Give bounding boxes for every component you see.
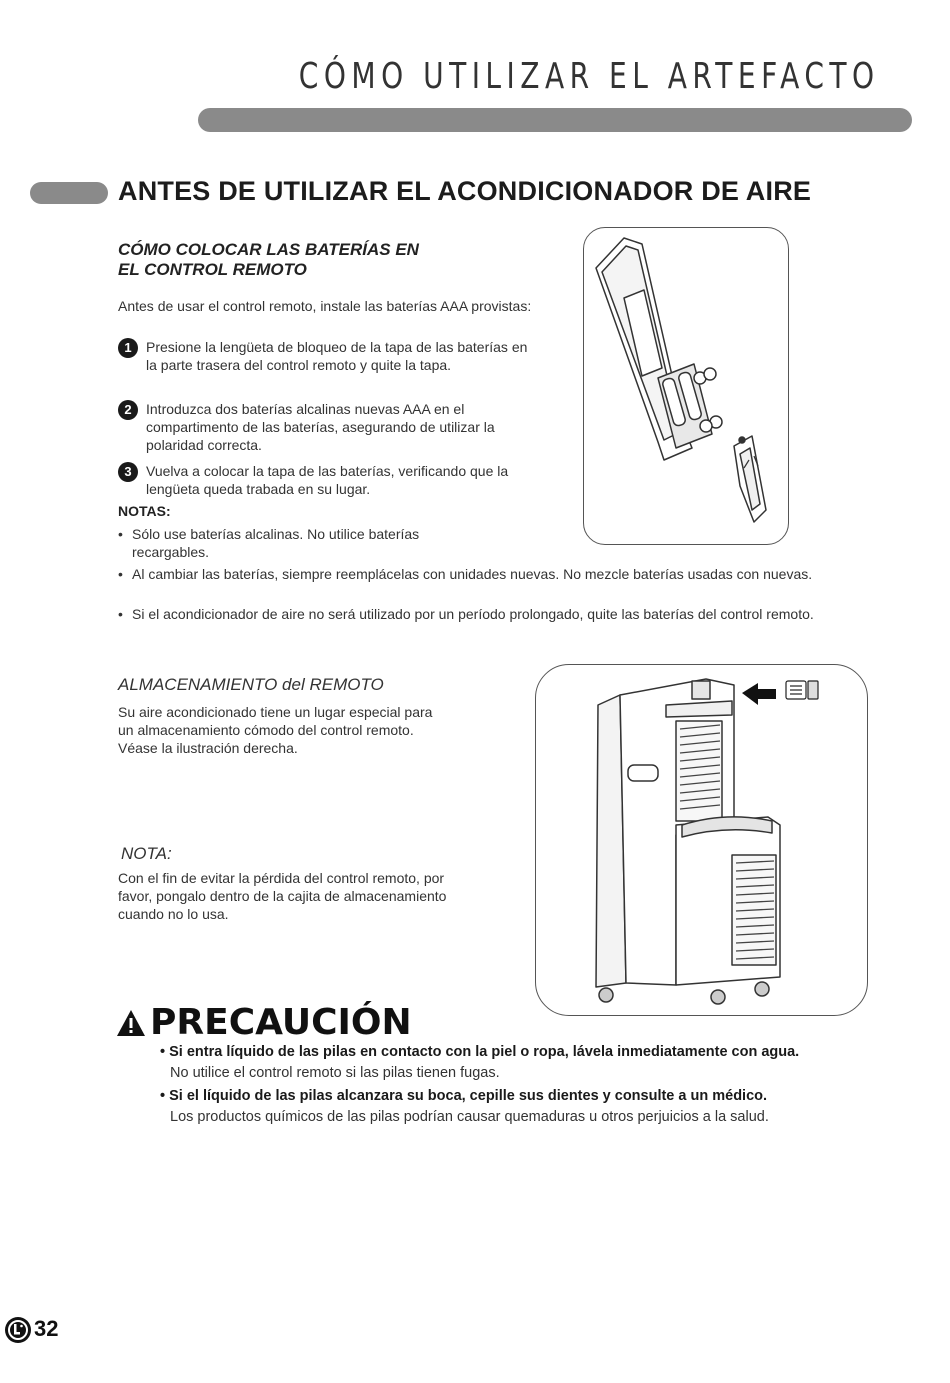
caution-item [160,1086,880,1128]
note-text: Si el acondicionador de aire no será utilizado por un período prolongado, quite las baterías del control remoto. [132,606,814,622]
caution-item-plain: Los productos químicos de las pilas podrían causar quemaduras u otros perjuicios a la salud. [170,1109,769,1125]
caution-item-bold: • Si entra líquido de las pilas en contacto con la piel o ropa, lávela inmediatamente con agua. [160,1044,800,1060]
step-text: Introduzca dos baterías alcalinas nuevas AAA en el compartimento de las baterías, asegurando de utilizar la polaridad correcta. [146,401,495,453]
storage-text-line2: Véase la ilustración derecha. [118,740,298,756]
caution-item-bold-text: Si el líquido de las pilas alcanzara su boca, cepille sus dientes y consulte a un médico. [169,1088,768,1104]
warning-triangle-icon [115,1008,147,1038]
batteries-heading [118,240,478,280]
nota-text: Con el fin de evitar la pérdida del control remoto, por favor, pongalo dentro de la cajita de almacenamiento cuando no lo usa. [118,870,447,922]
remote-battery-illustration [583,227,789,545]
step-number-badge: 2 [118,400,138,420]
section-title: ANTES DE UTILIZAR EL ACONDICIONADOR DE AIRE [118,176,812,206]
step-number-badge: 3 [118,462,138,482]
remote-control-icon [584,228,788,544]
caution-item-bold-text: Si entra líquido de las pilas en contacto con la piel o ropa, lávela inmediatamente con agua. [169,1044,800,1060]
caution-item [160,1042,880,1084]
step-number-badge: 1 [118,338,138,358]
page-number: 32 [34,1316,59,1341]
small-remote-icon [786,681,818,699]
bullet-icon: • [118,566,123,582]
header-divider-bar [198,108,912,132]
nota-heading: NOTA: [121,844,172,863]
step-text: Presione la lengüeta de bloqueo de la tapa de las baterías en la parte trasera del control remoto y quite la tapa. [146,339,528,373]
air-conditioner-icon [536,665,867,1015]
batteries-heading-line2: EL CONTROL REMOTO [118,260,307,279]
batteries-intro: Antes de usar el control remoto, instale las baterías AAA provistas: [118,298,532,314]
caution-title [115,1002,412,1043]
lg-logo-icon [4,1316,32,1349]
arrow-left-icon [742,683,776,705]
chapter-title: CÓMO UTILIZAR EL ARTEFACTO [299,56,880,97]
bullet-icon: • [118,526,123,542]
storage-text [118,703,498,757]
caution-item-bold: • Si el líquido de las pilas alcanzara su boca, cepille sus dientes y consulte a un médico. [160,1088,768,1104]
step-text: Vuelva a colocar la tapa de las baterías, verificando que la lengüeta queda trabada en su lugar. [146,463,509,497]
remote-storage-illustration [535,664,868,1016]
caution-item-plain: No utilice el control remoto si las pilas tienen fugas. [170,1065,500,1081]
note-text: Al cambiar las baterías, siempre reemplácelas con unidades nuevas. No mezcle baterías usadas con nuevas. [132,566,813,582]
notes-title: NOTAS: [118,503,171,519]
caution-title-text: PRECAUCIÓN [150,1002,412,1043]
note-text: Sólo use baterías alcalinas. No utilice baterías recargables. [132,526,420,560]
section-marker [30,182,108,204]
storage-heading: ALMACENAMIENTO del REMOTO [118,675,384,694]
batteries-heading-line1: CÓMO COLOCAR LAS BATERÍAS EN [118,240,419,259]
storage-text-line1: Su aire acondicionado tiene un lugar especial para un almacenamiento cómodo del control remoto. [118,704,433,738]
bullet-icon: • [118,606,123,622]
